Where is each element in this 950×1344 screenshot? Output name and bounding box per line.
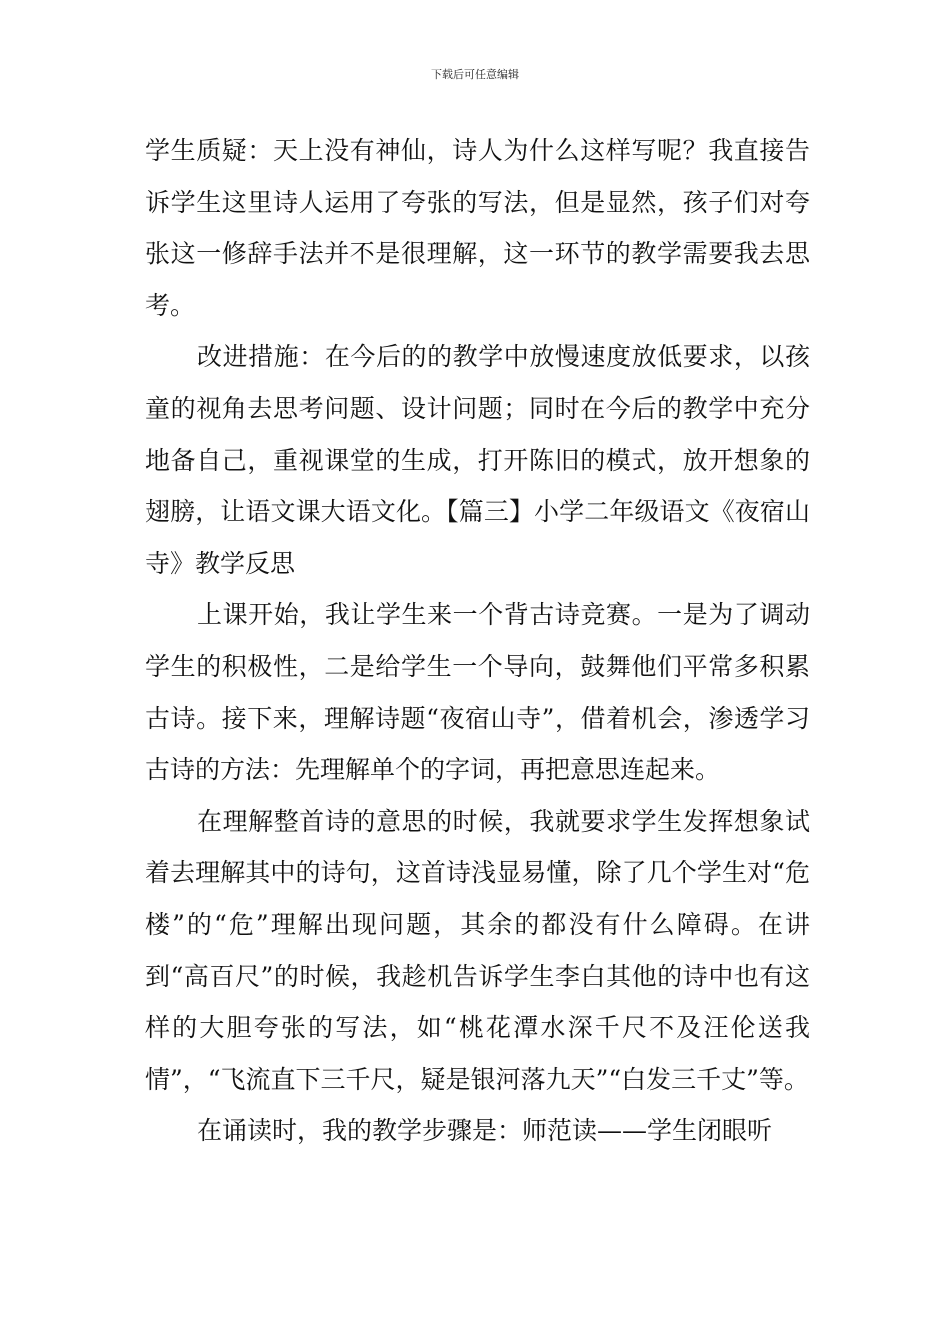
document-body [145,125,810,1157]
paragraph-improvement: 改进措施：在今后的的教学中放慢速度放低要求，以孩童的视角去思考问题、设计问题；同时在今后的教学中充分地备自己，重视课堂的生成，打开陈旧的模式，放开想象的翅膀，让语文课大语文化。【篇三】小学二年级语文《夜宿山寺》教学反思 [145,342,810,578]
paragraph-question: 学生质疑：天上没有神仙，诗人为什么这样写呢？我直接告诉学生这里诗人运用了夸张的写法，但是显然，孩子们对夸张这一修辞手法并不是很理解，这一环节的教学需要我去思考。 [145,136,810,320]
paragraph-class-start: 上课开始，我让学生来一个背古诗竞赛。一是为了调动学生的积极性，二是给学生一个导向，鼓舞他们平常多积累古诗。接下来，理解诗题“夜宿山寺”，借着机会，渗透学习古诗的方法：先理解单个的字词，再把意思连起来。 [145,600,810,785]
page-header: 下载后可任意编辑 [431,68,519,81]
paragraph-recitation: 在诵读时，我的教学步骤是：师范读——学生闭眼听 [197,1116,773,1146]
paragraph-poem-understanding: 在理解整首诗的意思的时候，我就要求学生发挥想象试着去理解其中的诗句，这首诗浅显易懂，除了几个学生对“危楼”的“危”理解出现问题，其余的都没有什么障碍。在讲到“高百尺”的时候，我趁机告诉学生李白其他的诗中也有这样的大胆夸张的写法，如“桃花潭水深千尺不及汪伦送我情”，“飞流直下三千尺，疑是银河落九天”“白发三千丈”等。 [145,806,810,1094]
